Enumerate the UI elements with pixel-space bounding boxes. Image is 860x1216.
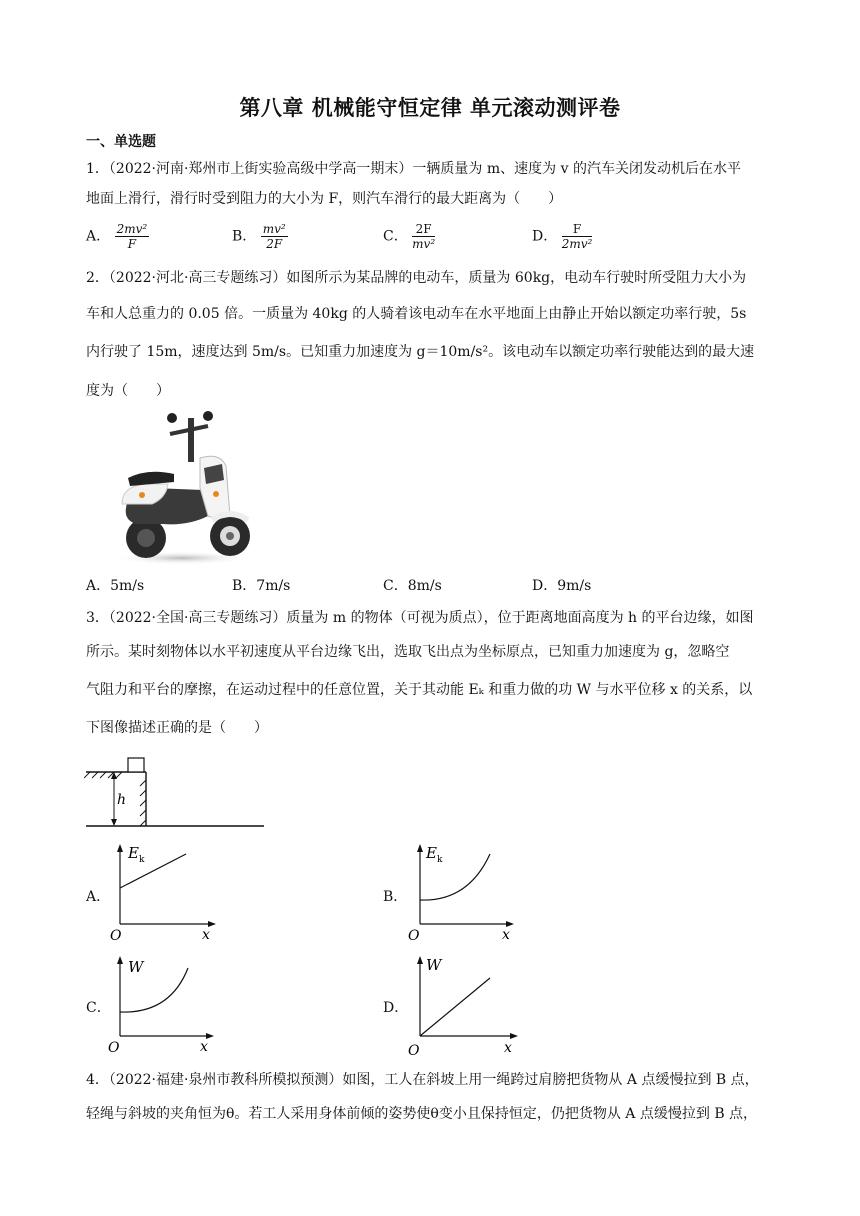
q1-option-d-fraction: [562, 222, 593, 251]
q3-d-origin: O: [408, 1043, 420, 1058]
q1-option-a-fraction: [115, 222, 150, 251]
q3-a-origin: O: [110, 928, 122, 942]
q3-option-c-label: C．: [86, 1000, 111, 1016]
q1-option-c-numerator: 2F: [412, 222, 435, 237]
electric-scooter-image: [108, 408, 256, 568]
q3-a-ylabel-sub: k: [139, 855, 145, 865]
q1-option-a-label: A．: [86, 228, 111, 245]
q2-option-a: A．5m/s: [86, 578, 145, 594]
q1-option-b-fraction: [261, 222, 288, 251]
q3-line-3: 气阻力和平台的摩擦，在运动过程中的任意位置，关于其动能 Eₖ 和重力做的功 W 与水平位移 x 的关系，以: [86, 682, 753, 698]
q1-option-c-fraction: [412, 222, 435, 251]
q3-option-a-graph: [110, 842, 220, 942]
q3-a-xlabel: x: [202, 927, 210, 942]
q3-option-d-label: D．: [383, 1000, 409, 1016]
q1-option-b-denominator: 2F: [266, 237, 283, 251]
q2-option-d: D．9m/s: [532, 578, 592, 594]
q3-c-xlabel: x: [200, 1039, 208, 1054]
q1-option-d-numerator: F: [562, 222, 593, 237]
q3-a-ylabel: E: [128, 844, 139, 862]
q1-option-d-label: D．: [532, 228, 558, 245]
section-heading: 一、单选题: [86, 134, 156, 150]
q3-option-d-graph: [408, 954, 524, 1058]
q1-option-b-numerator: mv²: [262, 222, 286, 236]
q3-option-b-graph: [408, 842, 518, 942]
q3-b-origin: O: [408, 928, 420, 942]
q3-line-2: 所示。某时刻物体以水平初速度从平台边缘飞出，选取飞出点为坐标原点，已知重力加速度为 g，忽略空: [86, 644, 730, 660]
q2-line-1: 2．（2022·河北·高三专题练习）如图所示为某品牌的电动车，质量为 60kg，电动车行驶时所受阻力大小为: [86, 270, 747, 286]
q1-option-d-denominator: 2mv²: [561, 237, 593, 251]
q1-line-2: 地面上滑行，滑行时受到阻力的大小为 F，则汽车滑行的最大距离为（ ）: [86, 191, 563, 207]
platform-figure: [84, 752, 268, 832]
q1-line-1: 1．（2022·河南·郑州市上街实验高级中学高一期末）一辆质量为 m、速度为 v 的汽车关闭发动机后在水平: [86, 161, 741, 177]
q1-option-d: [532, 222, 592, 251]
q3-d-xlabel: x: [504, 1040, 512, 1056]
q4-line-2: 轻绳与斜坡的夹角恒为θ。若工人采用身体前倾的姿势使θ变小且保持恒定，仍把货物从 A 点缓慢拉到 B 点，: [86, 1106, 758, 1122]
q3-b-xlabel: x: [502, 927, 510, 942]
q1-option-b-label: B．: [232, 228, 257, 245]
q1-option-a-denominator: F: [127, 237, 137, 251]
q3-c-origin: O: [108, 1040, 120, 1054]
q1-option-c-denominator: mv²: [412, 237, 436, 251]
q2-line-3: 内行驶了 15m，速度达到 5m/s。已知重力加速度为 g＝10m/s²。该电动车以额定功率行驶能达到的最大速: [86, 344, 755, 360]
page-title: 第八章 机械能守恒定律 单元滚动测评卷: [239, 96, 621, 120]
height-label: h: [117, 792, 127, 808]
q3-option-c-graph: [108, 954, 218, 1054]
q3-line-1: 3．（2022·全国·高三专题练习）质量为 m 的物体（可视为质点），位于距离地面高度为 h 的平台边缘，如图: [86, 610, 754, 626]
q3-line-4: 下图像描述正确的是（ ）: [86, 720, 268, 736]
q2-line-2: 车和人总重力的 0.05 倍。一质量为 40kg 的人骑着该电动车在水平地面上由静止开始以额定功率行驶，5s: [86, 306, 747, 322]
q3-option-b-label: B．: [383, 889, 408, 905]
q3-option-a-label: A．: [86, 889, 111, 905]
q1-option-a-numerator: 2mv²: [116, 222, 148, 236]
q3-c-ylabel: W: [128, 958, 144, 976]
q2-line-4: 度为（ ）: [86, 383, 170, 399]
q3-b-ylabel-sub: k: [437, 855, 443, 865]
q3-b-ylabel: E: [426, 844, 437, 862]
q2-option-c: C．8m/s: [383, 578, 442, 594]
q4-line-1: 4．（2022·福建·泉州市教科所模拟预测）如图，工人在斜坡上用一绳跨过肩膀把货物从 A 点缓慢拉到 B 点，: [86, 1072, 759, 1088]
q3-d-ylabel: W: [426, 956, 442, 974]
q2-option-b: B．7m/s: [232, 578, 291, 594]
q1-option-c: [383, 222, 435, 251]
q1-option-c-label: C．: [383, 228, 408, 245]
q1-option-a: [86, 222, 149, 251]
q1-option-b: [232, 222, 288, 251]
